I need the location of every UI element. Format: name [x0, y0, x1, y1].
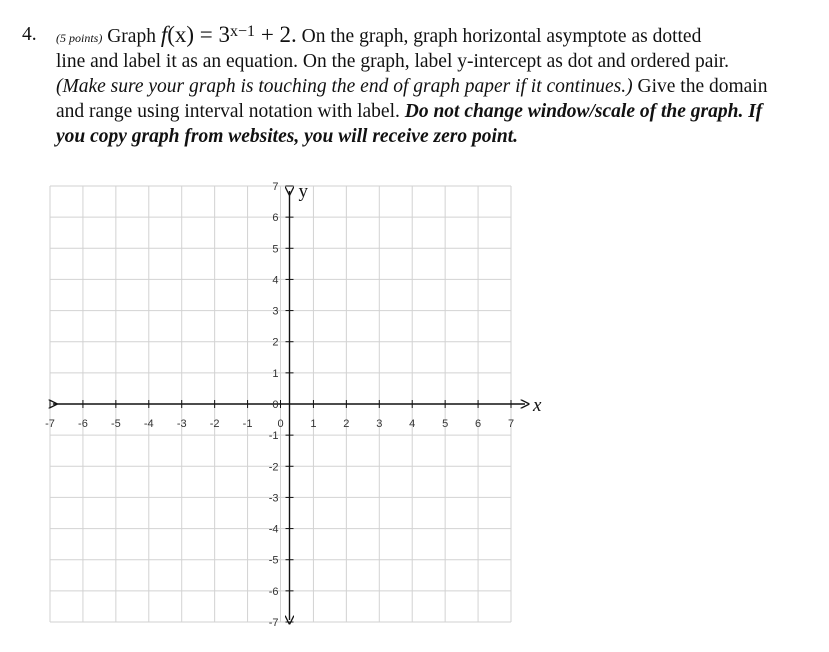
- y-tick-label: 5: [272, 243, 279, 256]
- y-tick-label: 1: [272, 367, 279, 380]
- x-tick-label: -6: [78, 418, 88, 430]
- question-number: 4.: [22, 24, 37, 45]
- function-name: f: [160, 22, 168, 47]
- y-tick-label: 3: [272, 305, 279, 318]
- function-tail: + 2.: [255, 22, 297, 47]
- y-tick-label: -6: [268, 585, 279, 598]
- line4-bold: Do not change window/scale of the graph. If: [404, 101, 763, 122]
- y-tick-label: 0: [272, 399, 279, 411]
- x-tick-label: -3: [176, 418, 187, 430]
- x-tick-label: 6: [475, 418, 482, 430]
- x-tick-label: 1: [310, 418, 317, 430]
- axes: [50, 186, 525, 622]
- x-tick-label: -4: [143, 418, 154, 430]
- y-tick-label: 2: [272, 336, 279, 349]
- line3-italic: (Make sure your graph is touching the end of graph paper if it continues.): [56, 76, 633, 97]
- y-axis-label: y: [298, 181, 308, 202]
- x-tick-label: 5: [442, 418, 449, 430]
- y-tick-label: -4: [268, 523, 279, 536]
- y-tick-label: -5: [268, 554, 279, 567]
- x-axis-label: x: [533, 395, 542, 416]
- x-tick-label: -1: [242, 418, 253, 430]
- x-tick-label: 2: [343, 418, 350, 430]
- x-tick-label: -2: [209, 418, 220, 430]
- x-tick-label: -7: [45, 418, 55, 430]
- x-tick-label: 4: [409, 418, 416, 430]
- function-exponent: x−1: [230, 23, 256, 40]
- function-variable: (x): [167, 22, 195, 47]
- y-tick-label: 4: [272, 274, 279, 287]
- function-equals: = 3: [194, 22, 231, 47]
- y-tick-label: 7: [272, 181, 279, 193]
- line3-text: Give the domain: [637, 76, 768, 97]
- y-tick-label: -7: [268, 617, 279, 629]
- graph-word: Graph: [107, 26, 156, 47]
- x-tick-label: 7: [507, 418, 515, 430]
- line1-text: On the graph, graph horizontal asymptote as dotted: [301, 26, 702, 47]
- y-tick-label: -3: [268, 492, 279, 505]
- points-label: (5 points): [56, 31, 103, 45]
- x-tick-label: 3: [376, 418, 383, 430]
- y-tick-label: -2: [268, 461, 279, 474]
- question-line-2: line and label it as an equation. On the graph, label y-intercept as dot and ordered pair.: [56, 51, 730, 72]
- line4-text: and range using interval notation with label.: [56, 101, 400, 122]
- y-tick-label: 6: [272, 212, 279, 225]
- line5-bold: you copy graph from websites, you will receive zero point.: [56, 126, 519, 147]
- x-tick-label: -5: [110, 418, 121, 430]
- x-tick-label: 0: [277, 418, 284, 430]
- y-tick-label: -1: [268, 430, 279, 443]
